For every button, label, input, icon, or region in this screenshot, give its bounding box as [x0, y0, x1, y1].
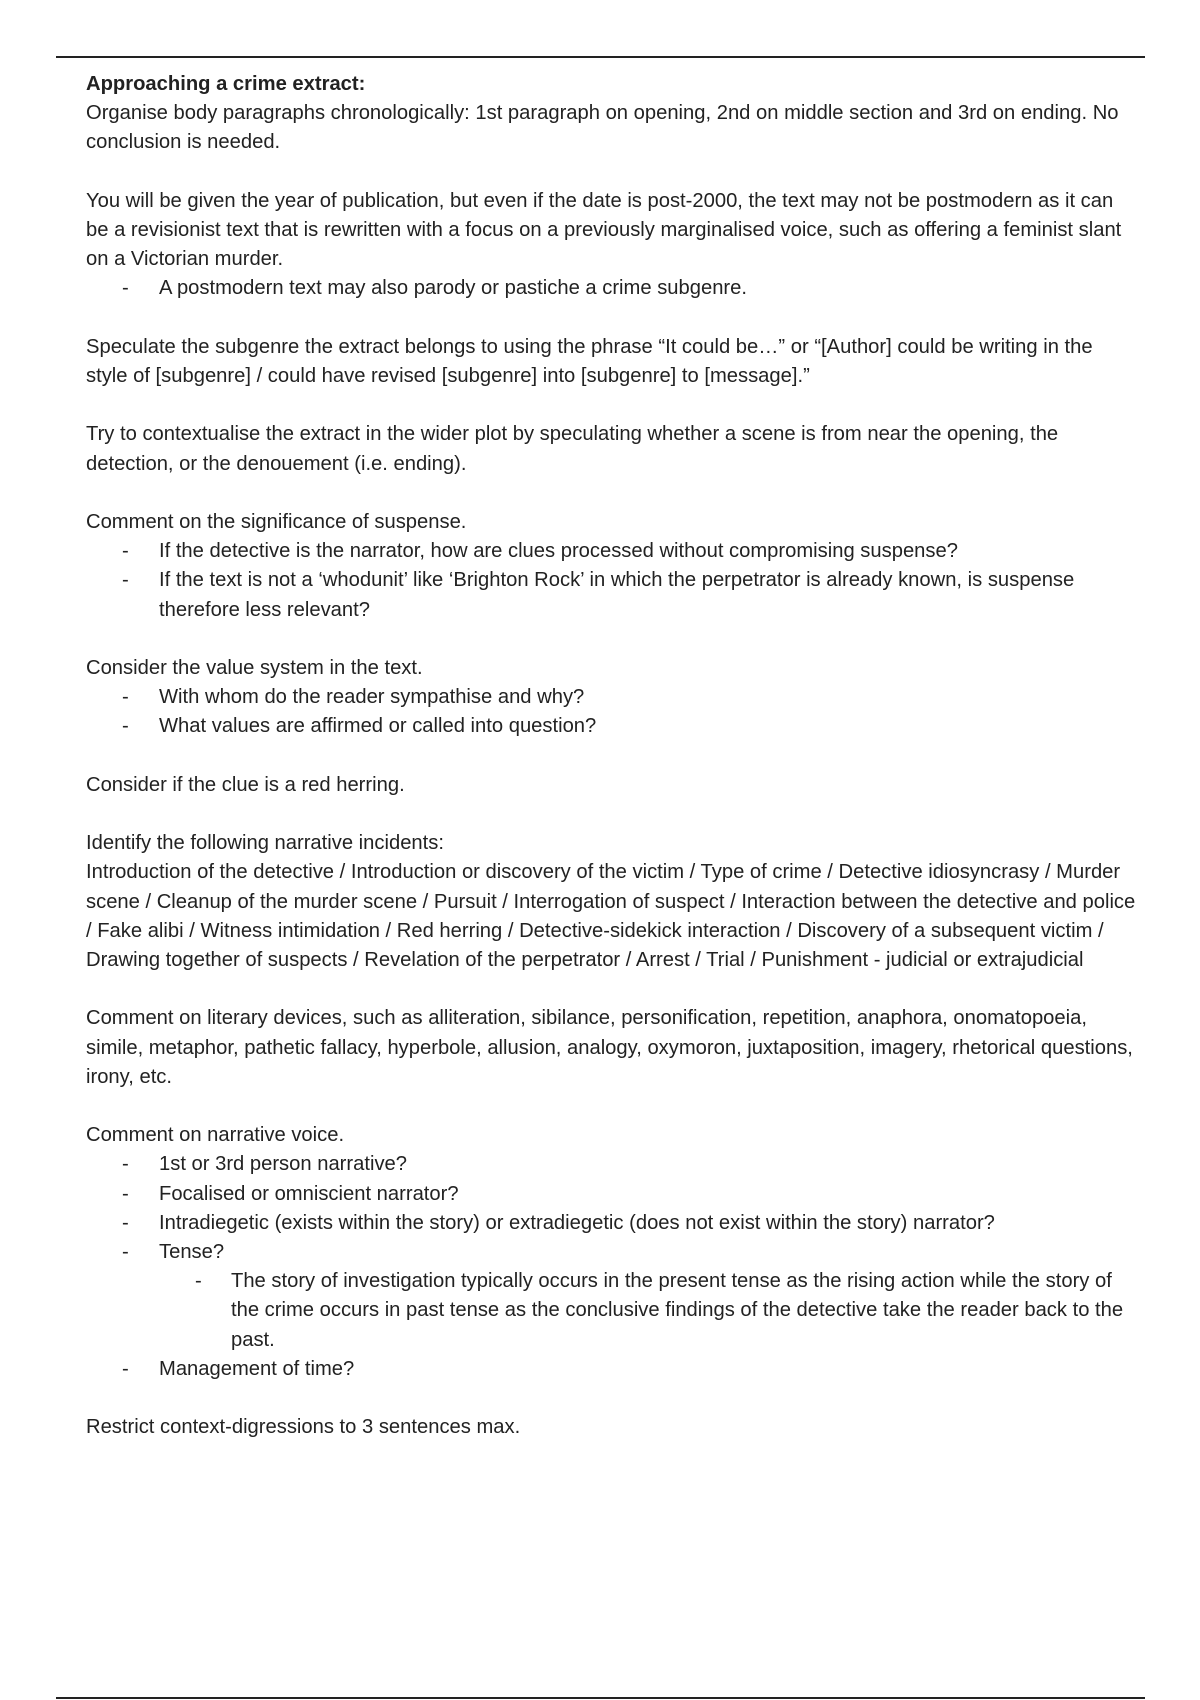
intro-paragraph: Organise body paragraphs chronologically: 1st paragraph on opening, 2nd on middle section and 3rd on ending. No conclusion is needed.	[86, 102, 1119, 154]
list-item: - If the detective is the narrator, how are clues processed without compromising suspense?	[86, 537, 1136, 566]
red-herring-paragraph: Consider if the clue is a red herring.	[86, 773, 405, 796]
narrative-voice-paragraph: Comment on narrative voice.	[86, 1124, 345, 1147]
list-item: - Tense?	[86, 1238, 1136, 1267]
list-item: - Focalised or omniscient narrator?	[86, 1180, 1136, 1209]
incidents-list: Introduction of the detective / Introduction or discovery of the victim / Type of crime / Detective idiosyncrasy / Murder scene / Cleanup of the murder scene / Pursuit / Interrogation of suspect / Interaction between the detective and police / Fake alibi / Witness intimidation / Red herring / Detective-sidekick interaction / Discovery of a subsequent victim / Drawing together of suspects / Revelation of the perpetrator / Arrest / Trial / Punishment - judicial or extrajudicial	[86, 861, 1136, 971]
publication-bullets	[86, 274, 1136, 303]
contextualise-paragraph: Try to contextualise the extract in the wider plot by speculating whether a scene is from near the opening, the detection, or the denouement (i.e. ending).	[86, 423, 1059, 475]
document-body	[86, 70, 1136, 1442]
subgenre-paragraph: Speculate the subgenre the extract belongs to using the phrase “It could be…” or “[Author] could be writing in the style of [subgenre] / could have revised [subgenre] into [subgenre] to [message].”	[86, 335, 1093, 387]
top-rule	[56, 56, 1145, 58]
suspense-bullets	[86, 537, 1136, 625]
list-item: - With whom do the reader sympathise and why?	[86, 683, 1136, 712]
values-paragraph: Consider the value system in the text.	[86, 656, 423, 679]
list-item: - Management of time?	[86, 1355, 1136, 1384]
incidents-heading: Identify the following narrative incidents:	[86, 832, 444, 855]
suspense-paragraph: Comment on the significance of suspense.	[86, 510, 467, 533]
list-item: - A postmodern text may also parody or pastiche a crime subgenre.	[86, 274, 1136, 303]
values-bullets	[86, 683, 1136, 741]
narrative-voice-last-bullet	[86, 1355, 1136, 1384]
sub-list-item: - The story of investigation typically occurs in the present tense as the rising action while the story of the crime occurs in past tense as the conclusive findings of the detective take the reader back to the past.	[86, 1267, 1136, 1355]
narrative-voice-bullets	[86, 1150, 1136, 1267]
list-item: - 1st or 3rd person narrative?	[86, 1150, 1136, 1179]
publication-paragraph: You will be given the year of publication, but even if the date is post-2000, the text may not be postmodern as it can be a revisionist text that is rewritten with a focus on a previously marginalised voice, such as offering a feminist slant on a Victorian murder.	[86, 189, 1122, 271]
list-item: - Intradiegetic (exists within the story) or extradiegetic (does not exist within the story) narrator?	[86, 1209, 1136, 1238]
devices-paragraph: Comment on literary devices, such as alliteration, sibilance, personification, repetition, anaphora, onomatopoeia, simile, metaphor, pathetic fallacy, hyperbole, allusion, analogy, oxymoron, juxtaposition, imagery, rhetorical questions, irony, etc.	[86, 1007, 1133, 1088]
list-item: - If the text is not a ‘whodunit’ like ‘Brighton Rock’ in which the perpetrator is already known, is suspense therefore less relevant?	[86, 566, 1136, 624]
bottom-rule	[56, 1697, 1145, 1699]
page-heading: Approaching a crime extract:	[86, 73, 366, 95]
list-item: - What values are affirmed or called into question?	[86, 712, 1136, 741]
restrict-paragraph: Restrict context-digressions to 3 sentences max.	[86, 1416, 521, 1439]
tense-sub-bullets	[86, 1267, 1136, 1355]
